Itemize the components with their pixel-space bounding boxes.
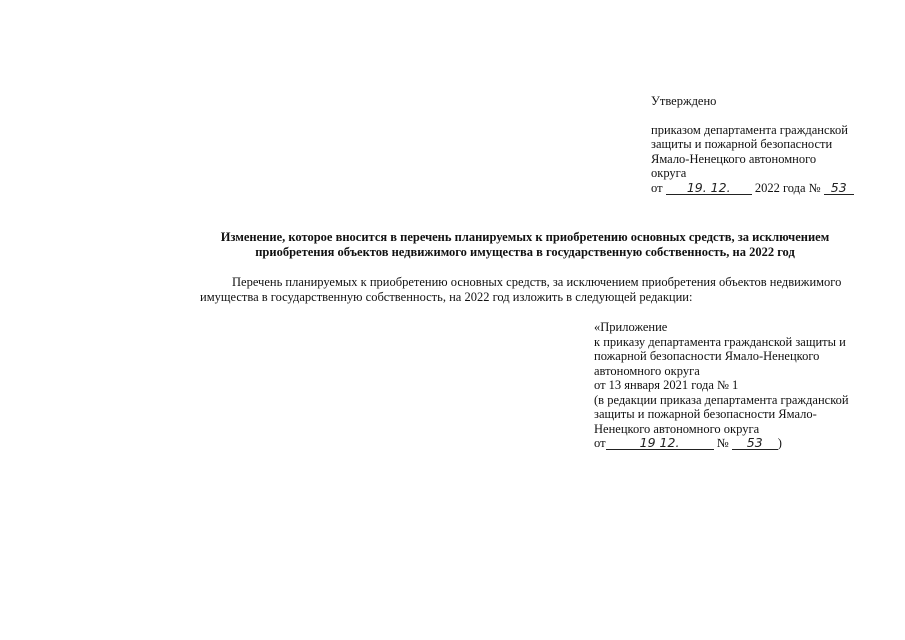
approval-handwritten-number: 53	[824, 181, 854, 195]
approved-label: Утверждено	[651, 94, 717, 108]
approval-line-2: защиты и пожарной безопасности	[651, 137, 833, 151]
appendix-line-7: защиты и пожарной безопасности Ямало-	[594, 407, 817, 421]
approval-date-line	[651, 181, 881, 196]
document-title	[195, 230, 855, 259]
appendix-line-3: пожарной безопасности Ямало-Ненецкого	[594, 349, 820, 363]
appendix-line-2: к приказу департамента гражданской защиты и	[594, 334, 846, 349]
appendix-line-5: от 13 января 2021 года № 1	[594, 378, 739, 392]
approval-line-4: округа	[651, 166, 687, 180]
appendix-line-1: «Приложение	[594, 320, 668, 334]
appendix-block	[594, 320, 864, 451]
approval-handwritten-date: 19. 12.	[666, 181, 752, 195]
appendix-num-label: №	[716, 436, 729, 450]
approval-block	[651, 94, 881, 195]
appendix-from-label: от	[594, 436, 606, 450]
approval-from-label: от	[651, 180, 663, 195]
title-line-1: Изменение, которое вносится в перечень планируемых к приобретению основных средств, за исключением	[220, 230, 830, 244]
title-line-2: приобретения объектов недвижимого имущества в государственную собственность, на 2022 год	[255, 244, 795, 259]
approval-line-3: Ямало-Ненецкого автономного	[651, 151, 817, 166]
appendix-line-6: (в редакции приказа департамента гражданской	[594, 392, 849, 407]
appendix-date-line	[594, 436, 864, 451]
approval-year-text: 2022 года №	[754, 180, 821, 195]
appendix-line-8: Ненецкого автономного округа	[594, 421, 760, 436]
appendix-close-paren: )	[777, 436, 782, 450]
intro-paragraph: Перечень планируемых к приобретению основных средств, за исключением приобретения объектов недвижимого имущества в государственную собственность, на 2022 год изложить в следующей редакции:	[200, 275, 842, 304]
appendix-handwritten-number: 53	[732, 436, 778, 450]
appendix-line-4: автономного округа	[594, 363, 700, 378]
approval-line-1: приказом департамента гражданской	[651, 122, 848, 137]
appendix-handwritten-date: 19 12.	[606, 436, 714, 450]
